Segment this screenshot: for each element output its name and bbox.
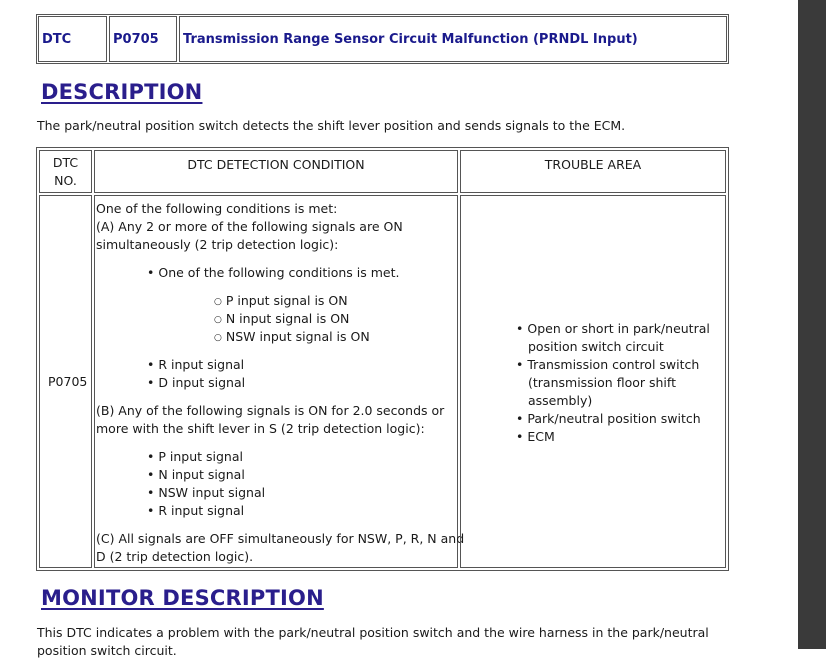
condition-b-line2: more with the shift lever in S (2 trip detection logic): bbox=[96, 421, 425, 436]
scroll-gutter[interactable] bbox=[798, 0, 826, 649]
condition-a-sub-item: ○ NSW input signal is ON bbox=[214, 328, 370, 348]
monitor-description-text-line1: This DTC indicates a problem with the park/neutral position switch and the wire harness in the park/neutral bbox=[37, 625, 709, 640]
trouble-area-item: • ECM bbox=[516, 428, 555, 446]
condition-b-bullet: • N input signal bbox=[147, 466, 245, 484]
trouble-area-item: • Open or short in park/neutral bbox=[516, 320, 710, 338]
monitor-description-text-line2: position switch circuit. bbox=[37, 643, 177, 658]
header-dtc-no-line1: DTC bbox=[52, 154, 79, 170]
trouble-area-item-cont: (transmission floor shift bbox=[528, 375, 676, 390]
header-condition bbox=[94, 150, 458, 193]
trouble-area-item-cont: assembly) bbox=[528, 393, 593, 408]
dtc-label-cell: DTC bbox=[38, 16, 107, 62]
description-heading: DESCRIPTION bbox=[41, 80, 203, 104]
condition-c-line2: D (2 trip detection logic). bbox=[96, 549, 254, 564]
condition-b-bullet: • NSW input signal bbox=[147, 484, 265, 502]
condition-a-bullet: • One of the following conditions is met. bbox=[147, 264, 399, 282]
dtc-code-cell: P0705 bbox=[109, 16, 177, 62]
condition-c-line1: (C) All signals are OFF simultaneously for NSW, P, R, N and bbox=[96, 531, 465, 546]
trouble-area-item-cont: position switch circuit bbox=[528, 339, 664, 354]
description-text: The park/neutral position switch detects the shift lever position and sends signals to the ECM. bbox=[37, 118, 626, 133]
header-trouble-area bbox=[460, 150, 726, 193]
condition-b-bullet: • P input signal bbox=[147, 448, 243, 466]
dtc-detection-table bbox=[36, 147, 729, 571]
dtc-header-table bbox=[36, 14, 729, 64]
condition-intro: One of the following conditions is met: bbox=[96, 201, 338, 216]
header-dtc-no bbox=[39, 150, 92, 193]
dtc-no-value: P0705 bbox=[48, 374, 88, 389]
condition-b-line1: (B) Any of the following signals is ON for 2.0 seconds or bbox=[96, 403, 445, 418]
condition-a-line1: (A) Any 2 or more of the following signals are ON bbox=[96, 219, 403, 234]
cell-detection-condition bbox=[94, 195, 465, 568]
cell-trouble-area bbox=[460, 195, 726, 568]
condition-a-bullet: • D input signal bbox=[147, 374, 245, 392]
header-dtc-no-line2: NO. bbox=[54, 172, 77, 188]
condition-a-sub-item: ○ P input signal is ON bbox=[214, 292, 348, 312]
trouble-area-item: • Transmission control switch bbox=[516, 356, 699, 374]
cell-dtc-no bbox=[39, 195, 92, 568]
monitor-description-heading: MONITOR DESCRIPTION bbox=[41, 586, 324, 610]
condition-a-bullet: • R input signal bbox=[147, 356, 244, 374]
header-condition-label: DTC DETECTION CONDITION bbox=[187, 157, 365, 172]
condition-b-bullet: • R input signal bbox=[147, 502, 244, 520]
trouble-area-item: • Park/neutral position switch bbox=[516, 410, 701, 428]
condition-a-line2: simultaneously (2 trip detection logic): bbox=[96, 237, 339, 252]
condition-a-sub-item: ○ N input signal is ON bbox=[214, 310, 349, 330]
dtc-title-cell: Transmission Range Sensor Circuit Malfunction (PRNDL Input) bbox=[179, 16, 727, 62]
header-trouble-area-label: TROUBLE AREA bbox=[544, 157, 642, 172]
